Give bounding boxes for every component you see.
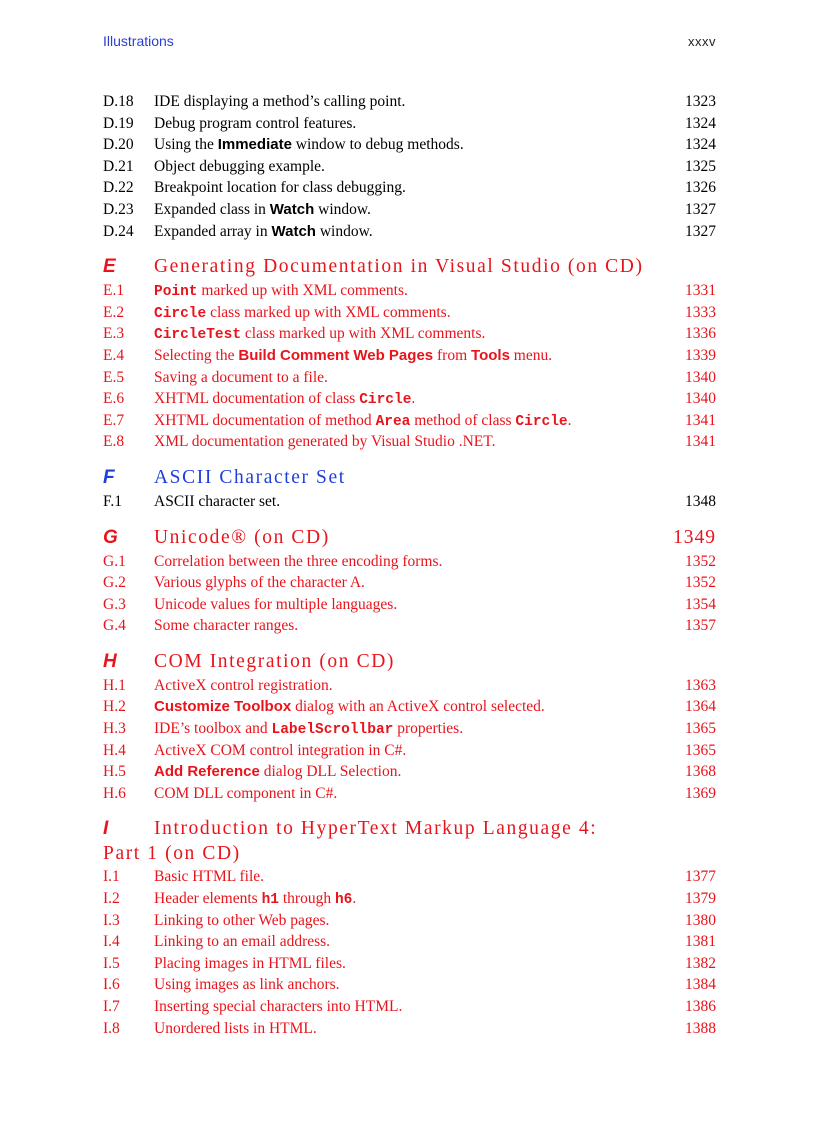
figure-page: 1333 [685,303,716,321]
code-term: h6 [334,892,353,909]
figure-page: 1340 [685,368,716,386]
figure-title [154,866,264,888]
title-text: Debug program control features. [154,114,357,132]
title-text: window. [315,222,373,240]
figure-page: 1327 [685,200,716,218]
code-term: LabelScrollbar [271,722,394,739]
figure-entry[interactable] [103,323,716,345]
figure-page: 1388 [685,1019,716,1037]
figure-number: I.8 [103,1019,120,1037]
title-text: Correlation between the three encoding forms. [154,552,443,570]
appendix-title: Introduction to HyperText Markup Language 4: [154,818,598,840]
figure-number: E.7 [103,411,125,429]
figure-entry[interactable] [103,783,716,805]
figure-entry[interactable] [103,615,716,637]
figure-title [154,761,401,783]
figure-number: D.18 [103,93,134,110]
title-text: class marked up with XML comments. [206,303,451,321]
title-text: XHTML documentation of method [154,411,376,429]
figure-number: H.1 [103,676,126,694]
appendix-title-continued: Part 1 (on CD) [103,843,241,865]
figure-number: E.3 [103,325,125,343]
code-term: CircleTest [154,327,242,344]
figure-number: I.6 [103,976,120,994]
figure-number: E.1 [103,282,125,300]
figure-page: 1348 [685,492,716,510]
figure-page: 1339 [685,346,716,364]
ui-term: Tools [471,346,510,364]
figure-number: G.1 [103,552,126,570]
title-text: XHTML documentation of class [154,390,360,408]
figure-page: 1341 [685,433,716,451]
appendix-heading[interactable] [103,816,716,842]
figure-entry[interactable] [103,996,716,1018]
figure-entry[interactable] [103,367,716,389]
appendix-letter: G [103,526,118,548]
figure-title [154,367,328,389]
title-text: . [411,390,416,408]
code-term: Area [375,413,411,430]
figure-entry[interactable] [103,388,716,410]
figure-page: 1340 [685,390,716,408]
figure-number: D.23 [103,200,134,218]
figure-title [154,740,406,762]
figure-title [154,177,406,199]
figure-number: I.7 [103,998,120,1015]
appendix-d-continuation [103,91,716,242]
title-text: through [279,890,335,908]
title-text: Unordered lists in HTML. [154,1019,317,1037]
title-text: Expanded array in [154,222,272,240]
title-text: properties. [393,720,464,738]
figure-title [154,91,405,113]
appendix-heading[interactable] [103,465,716,491]
figure-page: 1377 [685,868,716,886]
figure-title [154,594,397,616]
figure-title [154,675,333,697]
title-text: dialog DLL Selection. [259,763,402,781]
figure-title [154,696,545,718]
title-text: ActiveX COM control integration in C#. [154,741,407,759]
figure-title [154,221,373,243]
figure-page: 1325 [685,157,716,175]
figure-number: E.5 [103,368,125,386]
figure-title [154,113,356,135]
figure-number: F.1 [103,492,123,510]
figure-entry [103,491,716,513]
figure-entry [103,134,716,156]
title-text: ActiveX control registration. [154,676,333,694]
figure-entry[interactable] [103,866,716,888]
appendix-letter: E [103,256,116,278]
figure-title [154,572,365,594]
figure-page: 1354 [685,595,716,613]
ui-term: Watch [271,222,316,240]
title-text: from [433,346,472,364]
figure-page: 1381 [685,933,716,951]
figure-number: I.1 [103,868,120,886]
appendix-section [103,525,716,637]
ui-term: Customize Toolbox [154,698,292,716]
appendix-letter: I [103,818,109,840]
figure-title [154,280,408,304]
figure-entry[interactable] [103,302,716,324]
title-text: Selecting the [154,346,239,364]
figure-number: G.3 [103,595,126,613]
figure-title [154,134,464,156]
figure-entry[interactable] [103,410,716,432]
title-text: Saving a document to a file. [154,368,328,386]
figure-page: 1323 [685,93,716,110]
figure-entry [103,156,716,178]
ui-term: Watch [269,200,315,218]
figure-page: 1327 [685,222,716,240]
figure-entry [103,221,716,243]
figure-title [154,431,495,453]
figure-page: 1341 [685,411,716,429]
figure-page: 1369 [685,784,716,802]
figure-number: E.2 [103,303,125,321]
appendix-heading[interactable] [103,649,716,675]
figure-page: 1324 [685,136,716,154]
appendix-title: Generating Documentation in Visual Studio (on CD) [154,256,644,278]
figure-number: H.3 [103,720,126,738]
figure-number: E.4 [103,346,125,364]
title-text: window to debug methods. [291,136,464,154]
figure-number: H.6 [103,784,126,802]
title-text: Some character ranges. [154,617,299,635]
code-term: h1 [261,892,279,909]
title-text: . [352,890,357,908]
figure-number: H.2 [103,698,126,716]
title-text: Using images as link anchors. [154,976,340,994]
figure-title [154,910,329,932]
code-term: Circle [154,305,207,322]
title-text: Inserting special characters into HTML. [154,998,403,1015]
figure-number: D.19 [103,114,134,132]
figure-number: D.22 [103,179,134,197]
figure-number: I.5 [103,954,120,972]
figure-title [154,388,415,412]
figure-entry[interactable] [103,931,716,953]
title-text: IDE displaying a method’s calling point. [154,93,406,110]
figure-title [154,931,330,953]
figure-page: 1352 [685,574,716,592]
figure-entry [103,177,716,199]
title-text: menu. [509,346,553,364]
figure-title [154,974,340,996]
figure-page: 1380 [685,911,716,929]
appendix-page: 1349 [673,526,716,548]
figure-number: I.4 [103,933,120,951]
title-text: Placing images in HTML files. [154,954,346,972]
illustrations-list [103,91,716,1039]
figure-page: 1326 [685,179,716,197]
title-text: Expanded class in [154,200,270,218]
title-text: Linking to other Web pages. [154,911,330,929]
figure-page: 1336 [685,325,716,343]
code-term: Point [154,284,198,301]
figure-number: D.21 [103,157,134,175]
code-term: Circle [515,413,568,430]
figure-page: 1368 [685,763,716,781]
figure-entry[interactable] [103,740,716,762]
figure-page: 1331 [685,282,716,300]
appendix-section [103,465,716,513]
figure-title [154,783,337,805]
title-text: ASCII character set. [154,492,281,510]
title-text: Header elements [154,890,262,908]
figure-entry[interactable] [103,974,716,996]
figure-page: 1364 [685,698,716,716]
title-text: IDE’s toolbox and [154,720,272,738]
figure-title [154,718,463,742]
code-term: Circle [359,392,412,409]
figure-number: I.2 [103,890,120,908]
figure-entry [103,113,716,135]
appendix-title: COM Integration (on CD) [154,650,395,672]
figure-number: H.4 [103,741,126,759]
figure-page: 1379 [685,890,716,908]
figure-page: 1384 [685,976,716,994]
figure-entry [103,199,716,221]
figure-number: E.6 [103,390,125,408]
title-text: Breakpoint location for class debugging. [154,179,406,197]
appendix-section [103,649,716,805]
appendix-letter: H [103,650,117,672]
figure-page: 1365 [685,741,716,759]
figure-page: 1386 [685,998,716,1015]
figure-entry[interactable] [103,345,716,367]
figure-number: D.24 [103,222,134,240]
title-text: COM DLL component in C#. [154,784,338,802]
figure-title [154,345,552,367]
running-header-title: Illustrations [103,33,174,49]
figure-entry[interactable] [103,696,716,718]
appendix-title: Unicode® (on CD) [154,526,330,548]
figure-entry[interactable] [103,431,716,453]
figure-number: G.2 [103,574,126,592]
title-text: Various glyphs of the character A. [154,574,365,592]
figure-number: H.5 [103,763,126,781]
appendix-heading[interactable] [103,525,716,551]
figure-entry[interactable] [103,1018,716,1040]
figure-page: 1365 [685,720,716,738]
figure-entry[interactable] [103,953,716,975]
figure-page: 1357 [685,617,716,635]
figure-entry[interactable] [103,888,716,910]
page-number: xxxv [688,34,716,49]
appendix-section [103,254,716,453]
figure-entry[interactable] [103,910,716,932]
figure-page: 1363 [685,676,716,694]
figure-title [154,996,402,1018]
figure-number: I.3 [103,911,120,929]
figure-page: 1324 [685,114,716,132]
figure-entry[interactable] [103,718,716,740]
appendix-section [103,816,716,1039]
figure-number: D.20 [103,136,134,154]
figure-number: E.8 [103,433,125,451]
figure-title [154,491,280,513]
figure-entry[interactable] [103,572,716,594]
ui-term: Immediate [217,136,292,154]
figure-entry [103,91,716,113]
figure-title [154,199,371,221]
figure-title [154,1018,317,1040]
appendix-title: ASCII Character Set [154,466,346,488]
figure-title [154,302,451,326]
figure-title [154,551,442,573]
figure-page: 1382 [685,954,716,972]
title-text: class marked up with XML comments. [241,325,486,343]
title-text: marked up with XML comments. [197,282,408,300]
title-text: window. [314,200,371,218]
figure-title [154,953,346,975]
figure-number: G.4 [103,617,126,635]
figure-entry[interactable] [103,594,716,616]
running-header [103,33,716,53]
appendix-heading[interactable] [103,254,716,280]
figure-page: 1352 [685,552,716,570]
figure-title [154,323,485,347]
ui-term: Add Reference [154,763,260,781]
figure-entry[interactable] [103,675,716,697]
title-text: Unicode values for multiple languages. [154,595,398,613]
figure-entry[interactable] [103,551,716,573]
title-text: Linking to an email address. [154,933,331,951]
figure-entry[interactable] [103,761,716,783]
ui-term: Build Comment Web Pages [238,346,434,364]
figure-title [154,615,298,637]
title-text: Object debugging example. [154,157,325,175]
figure-entry[interactable] [103,280,716,302]
figure-title [154,410,572,434]
figure-title [154,888,356,912]
figure-title [154,156,325,178]
title-text: Basic HTML file. [154,868,265,886]
title-text: Using the [154,136,218,154]
title-text: XML documentation generated by Visual Studio .NET. [154,433,496,451]
title-text: . [567,411,572,429]
appendix-letter: F [103,466,115,488]
title-text: dialog with an ActiveX control selected. [291,698,545,716]
title-text: method of class [410,411,516,429]
